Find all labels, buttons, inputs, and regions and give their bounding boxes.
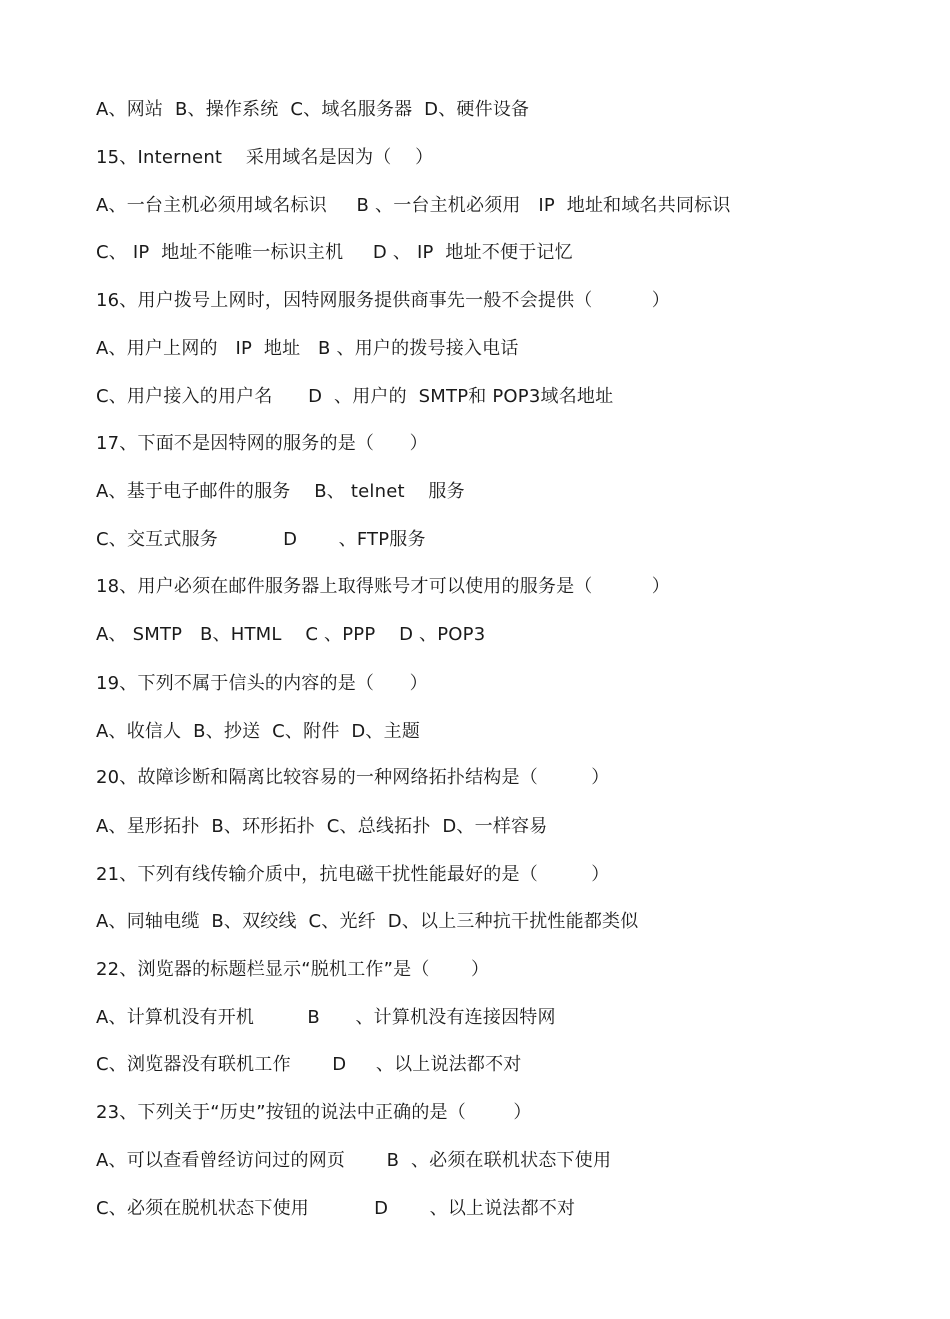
line-options-14: A、网站 B、操作系统 C、域名服务器 D、硬件设备 [96, 99, 530, 120]
line-options-17a: A、基于电子邮件的服务 B、 telnet 服务 [96, 481, 465, 502]
question-20: 20、故障诊断和隔离比较容易的一种网络拓扑结构是（ ） [96, 767, 610, 788]
line-options-21: A、同轴电缆 B、双绞线 C、光纤 D、以上三种抗干扰性能都类似 [96, 911, 639, 932]
question-22: 22、浏览器的标题栏显示“脱机工作”是（ ） [96, 959, 490, 980]
question-16: 16、用户拨号上网时，因特网服务提供商事先一般不会提供（ ） [96, 290, 670, 311]
line-options-15b: C、 IP 地址不能唯一标识主机 D 、 IP 地址不便于记忆 [96, 242, 573, 263]
line-options-19: A、收信人 B、抄送 C、附件 D、主题 [96, 721, 421, 742]
line-options-23a: A、可以查看曾经访问过的网页 B 、必须在联机状态下使用 [96, 1150, 612, 1171]
line-options-16b: C、用户接入的用户名 D 、用户的 SMTP和 POP3域名地址 [96, 386, 614, 407]
line-options-17b: C、交互式服务 D 、FTP服务 [96, 529, 426, 550]
question-19: 19、下列不属于信头的内容的是（ ） [96, 673, 428, 694]
line-options-23b: C、必须在脱机状态下使用 D 、以上说法都不对 [96, 1198, 576, 1219]
line-options-18: A、 SMTP B、HTML C 、PPP D 、POP3 [96, 624, 486, 645]
question-18: 18、用户必须在邮件服务器上取得账号才可以使用的服务是（ ） [96, 576, 670, 597]
line-options-20: A、星形拓扑 B、环形拓扑 C、总线拓扑 D、一样容易 [96, 816, 548, 837]
line-options-22a: A、计算机没有开机 B 、计算机没有连接因特网 [96, 1007, 556, 1028]
line-options-15a: A、一台主机必须用域名标识 B 、一台主机必须用 IP 地址和域名共同标识 [96, 195, 731, 216]
question-23: 23、下列关于“历史”按钮的说法中正确的是（ ） [96, 1102, 532, 1123]
question-21: 21、下列有线传输介质中，抗电磁干扰性能最好的是（ ） [96, 864, 610, 885]
line-options-16a: A、用户上网的 IP 地址 B 、用户的拨号接入电话 [96, 338, 519, 359]
line-options-22b: C、浏览器没有联机工作 D 、以上说法都不对 [96, 1054, 522, 1075]
question-15: 15、Internent 采用域名是因为（ ） [96, 147, 434, 168]
question-17: 17、下面不是因特网的服务的是（ ） [96, 433, 428, 454]
